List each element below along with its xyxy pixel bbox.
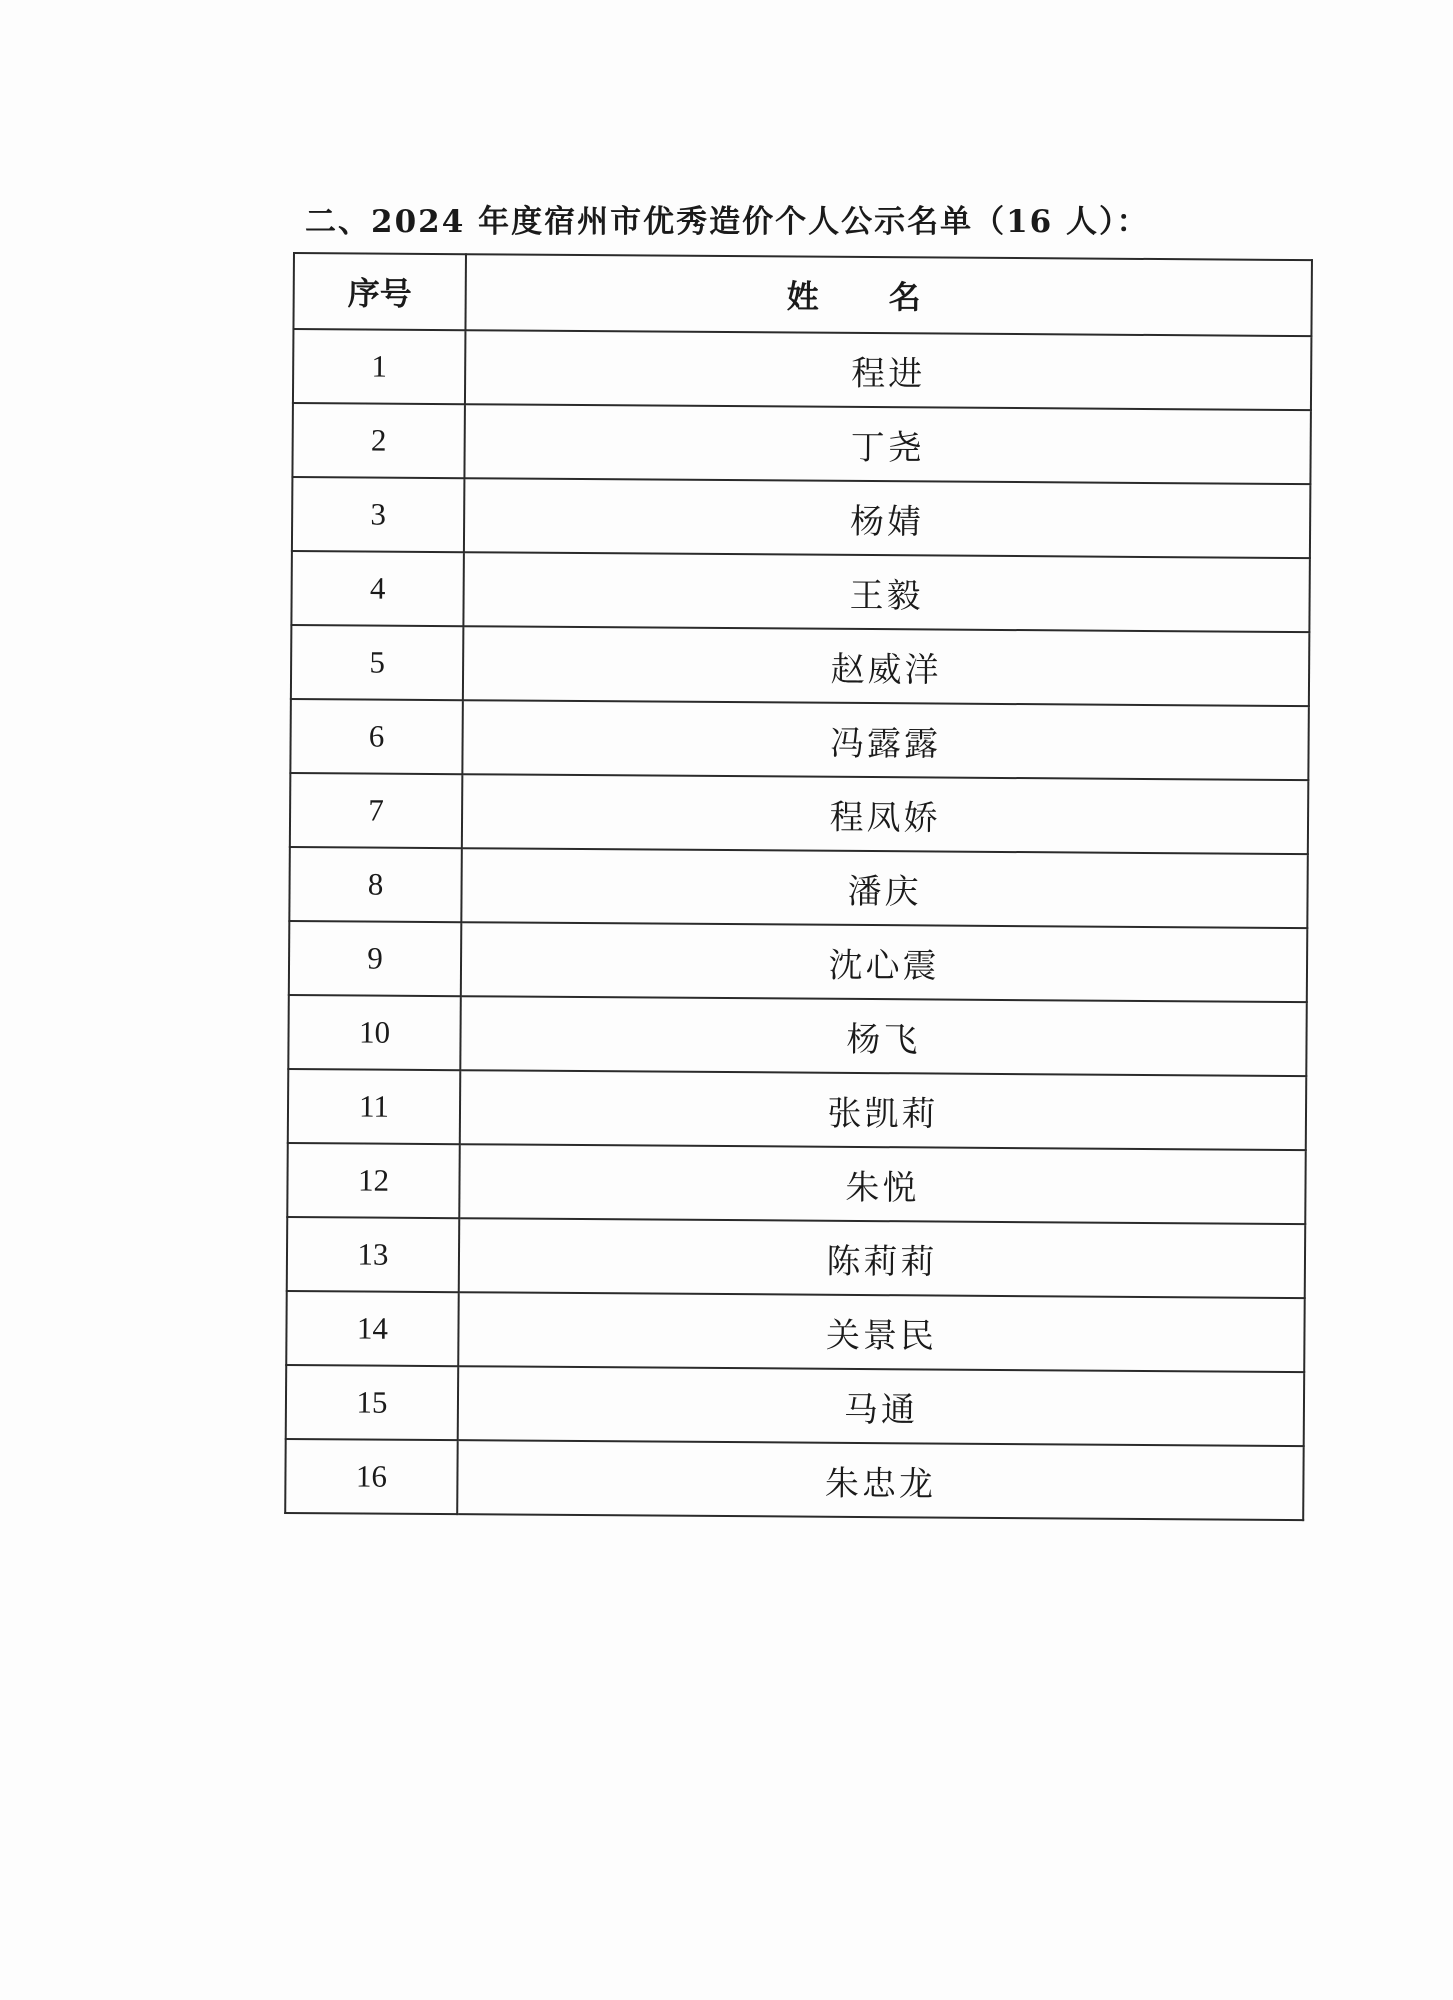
row-serial-number: 12	[287, 1143, 460, 1218]
row-serial-number: 7	[290, 773, 463, 848]
row-name: 冯露露	[462, 700, 1308, 780]
row-name: 丁尧	[464, 404, 1310, 484]
row-serial-number: 13	[287, 1217, 460, 1292]
table-row	[291, 551, 1309, 632]
header-name: 姓名	[465, 254, 1312, 336]
row-name: 朱悦	[459, 1144, 1305, 1224]
table-row	[290, 699, 1308, 780]
table-row	[286, 1291, 1304, 1372]
row-name: 朱忠龙	[457, 1440, 1303, 1520]
table-row	[290, 773, 1308, 854]
row-serial-number: 5	[291, 625, 464, 700]
table-row	[292, 403, 1310, 484]
row-serial-number: 9	[289, 921, 462, 996]
row-serial-number: 3	[292, 477, 465, 552]
row-serial-number: 4	[291, 551, 464, 626]
row-name: 关景民	[458, 1292, 1304, 1372]
table-header-row	[293, 253, 1312, 336]
row-serial-number: 10	[288, 995, 461, 1070]
honoree-table	[284, 252, 1313, 1521]
row-serial-number: 6	[290, 699, 463, 774]
row-name: 潘庆	[461, 848, 1307, 928]
header-serial-number: 序号	[293, 253, 466, 330]
row-name: 王毅	[463, 552, 1309, 632]
table-row	[285, 1439, 1303, 1520]
table-row	[293, 329, 1311, 410]
table-row	[288, 1069, 1306, 1150]
row-name: 张凯莉	[460, 1070, 1306, 1150]
row-serial-number: 2	[292, 403, 465, 478]
row-name: 陈莉莉	[459, 1218, 1305, 1298]
row-serial-number: 15	[286, 1365, 459, 1440]
row-name: 程凤娇	[462, 774, 1308, 854]
section-heading: 二、2024 年度宿州市优秀造价个人公示名单（16 人）：	[305, 204, 1150, 240]
row-serial-number: 16	[285, 1439, 458, 1514]
table-row	[286, 1365, 1304, 1446]
row-name: 沈心震	[461, 922, 1307, 1002]
table-row	[289, 847, 1307, 928]
row-serial-number: 11	[288, 1069, 461, 1144]
table-row	[287, 1217, 1305, 1298]
table-row	[292, 477, 1310, 558]
table-body	[285, 329, 1311, 1520]
table-row	[287, 1143, 1305, 1224]
table-row	[289, 921, 1307, 1002]
row-name: 赵威洋	[463, 626, 1309, 706]
table-row	[291, 625, 1309, 706]
row-name: 杨飞	[460, 996, 1306, 1076]
table-row	[288, 995, 1306, 1076]
row-serial-number: 14	[286, 1291, 459, 1366]
row-name: 杨婧	[464, 478, 1310, 558]
row-name: 程进	[465, 330, 1311, 410]
row-serial-number: 1	[293, 329, 466, 404]
row-name: 马通	[458, 1366, 1304, 1446]
row-serial-number: 8	[289, 847, 462, 922]
